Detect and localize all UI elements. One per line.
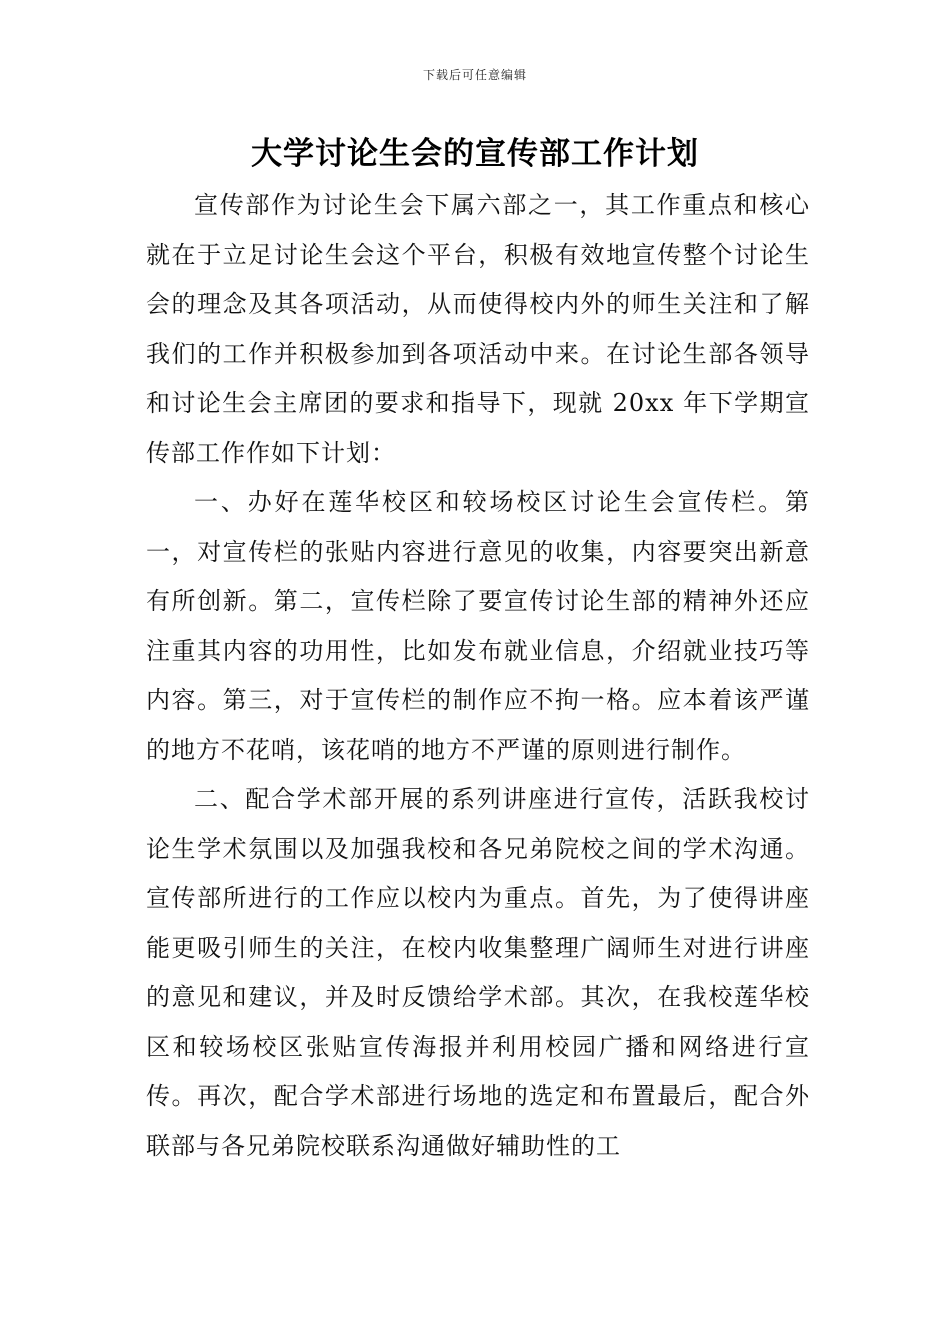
paragraph-intro: 宣传部作为讨论生会下属六部之一，其工作重点和核心就在于立足讨论生会这个平台，积极有效地宣传整个讨论生会的理念及其各项活动，从而使得校内外的师生关注和了解我们的工作并积极参加到各项活动中来。在讨论生部各领导和讨论生会主席团的要求和指导下，现就 20xx 年下学期宣传部工作作如下计划： <box>146 191 810 467</box>
paragraph-item-2: 二、配合学术部开展的系列讲座进行宣传，活跃我校讨论生学术氛围以及加强我校和各兄弟院校之间的学术沟通。宣传部所进行的工作应以校内为重点。首先，为了使得讲座能更吸引师生的关注，在校内收集整理广阔师生对进行讲座的意见和建议，并及时反馈给学术部。其次，在我校莲华校区和较场校区张贴宣传海报并利用校园广播和网络进行宣传。再次，配合学术部进行场地的选定和布置最后，配合外联部与各兄弟院校联系沟通做好辅助性的工 <box>146 785 810 1160</box>
document-title: 大学讨论生会的宣传部工作计划 <box>251 136 699 172</box>
document-body <box>146 181 810 1171</box>
paragraph-item-1: 一、办好在莲华校区和较场校区讨论生会宣传栏。第一，对宣传栏的张贴内容进行意见的收集，内容要突出新意有所创新。第二，宣传栏除了要宣传讨论生部的精神外还应注重其内容的功用性，比如发布就业信息，介绍就业技巧等内容。第三，对于宣传栏的制作应不拘一格。应本着该严谨的地方不花哨，该花哨的地方不严谨的原则进行制作。 <box>146 488 810 764</box>
header-note: 下载后可任意编辑 <box>422 68 527 82</box>
